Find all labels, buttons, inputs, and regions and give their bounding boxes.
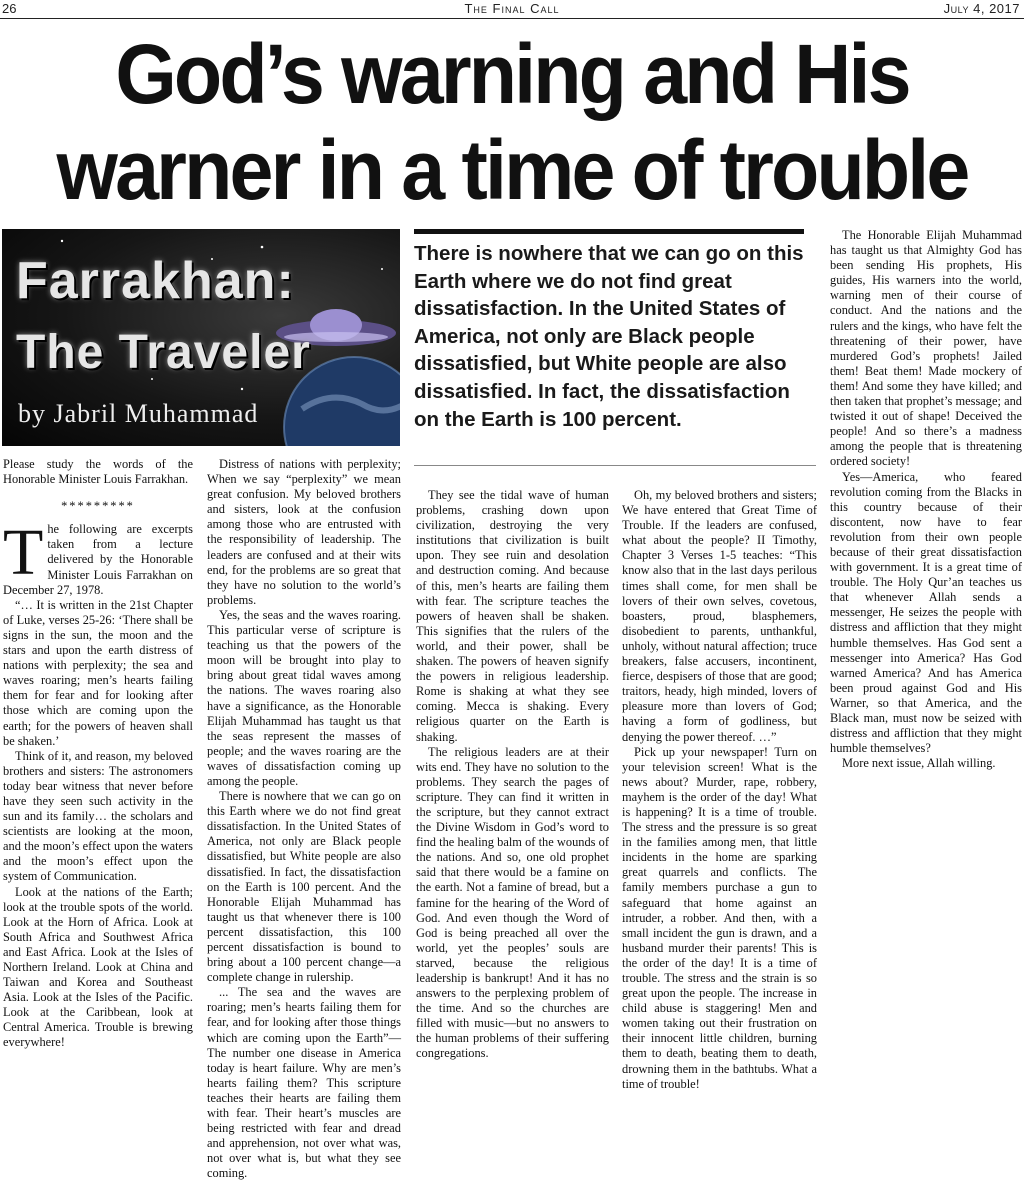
paragraph: There is nowhere that we can go on this Earth where we do not find great dissatisfaction. In the United States of America, not only are Black people dissatisfied, but White people are also dissatisfied. In fact, the dissatisfaction on the Earth is 100 percent. And the Honorable Elijah Muhammad has taught us that whenever there is 100 percent dissatisfaction, this 100 percent dissatisfaction is bound to bring about a 100 percent change—a complete change in rulership. [207, 789, 401, 985]
article-column-1 [3, 457, 193, 1051]
paragraph: Distress of nations with perplexity; When we say “perplexity” we mean great confusion. My beloved brothers and sisters, look at the confusion among those who are entrusted with the responsibility of leadership. The leaders are confused and at their wits end, for the problems are so great that they have no solution to the world’s problems. [207, 457, 401, 607]
paragraph: They see the tidal wave of human problems, crashing down upon civilization, destroying the very institutions that civilization is built upon. They see ruin and desolation and destruction coming. And because of this, men’s hearts are failing them with fear. The scripture teaches the powers of heaven shall be shaken. This signifies that the rulers of the world, and their power, shall be shaken. The powers of heaven signify the powers in religious leadership. Rome is shaking at what they see coming. Mecca is shaking. Every religious quarter on the Earth is shaking. [416, 488, 609, 744]
paragraph: The religious leaders are at their wits end. They have no solution to the problems. They search the pages of scripture. They can find it written in the scripture, but they cannot extract the Divine Wisdom in God’s word to find the healing balm of the wounds of the nations. And so, one old prophet said that there would be a famine on the earth. Not a famine of bread, but a famine for the hearing of the Word of God. And even though the Word of God is being preached all over the world, yet the peoples’ souls are starved, because the religious leadership is bankrupt! And it has no answers to the perplexing problem of the time. And so the churches are filled with music—but no answers to the human problems of their suffering congregations. [416, 744, 609, 1061]
paragraph: “… It is written in the 21st Chapter of Luke, verses 25-26: ‘There shall be signs in the sun, the moon and the stars and upon the earth distress of nations with perplexity; the sea and waves roaring; men’s hearts failing them for fear and for looking after those which are coming upon the earth; for the powers of heaven shall be shaken.’ [3, 597, 193, 748]
pull-quote-rule [414, 465, 816, 466]
paragraph: Look at the nations of the Earth; look at the trouble spots of the world. Look at the Horn of Africa. Look at South Africa and Southwest Africa and East Africa. Look at the Isles of Northern Ireland. Look at China and Taiwan and Korea and Southeast Asia. Look at the Isles of the Pacific. Look at the Caribbean, look at Central America. Trouble is brewing everywhere! [3, 884, 193, 1050]
paragraph: Oh, my beloved brothers and sisters; We have entered that Great Time of Trouble. If the leaders are confused, what about the people? II Timothy, Chapter 3 Verses 1-5 teaches: “This know also that in the last days perilous times shall come, for men shall be lovers of their own selves, covetous, boasters, proud, blasphemers, disobedient to parents, unthankful, unholy, without natural affection; truce breakers, false accusers, incontinent, fierce, despisers of those that are good; traitors, heady, high minded, lovers of pleasure more than lovers of God; having a form of godliness, but denying the power thereof. …” [622, 488, 817, 744]
headline-line-2: warner in a time of trouble [56, 123, 968, 217]
publication-name: The Final Call [464, 1, 560, 16]
continued-note: More next issue, Allah willing. [842, 756, 996, 771]
section-separator: ********* [61, 499, 135, 514]
headline [31, 26, 994, 218]
intro-note: Please study the words of the Honorable Minister Louis Farrakhan. [3, 457, 193, 487]
article-column-2 [207, 457, 401, 1182]
paragraph: The Honorable Elijah Muhammad has taught us that Almighty God has been sending His prophets, His guides, His warners into the world, warning men of their course of conduct. And the nations and the rulers and the kings, who have felt the threatening of their power, have murdered God’s prophets! Jailed them! Beat them! Made mockery of them! And some they have killed; and then taken that prophet’s message; and twisted it out of shape! Deceived the people! And so there’s a madness among the people that is threatening ordered society! [830, 228, 1022, 469]
banner-title-line-2: The Traveler [16, 326, 311, 379]
article-column-5 [830, 228, 1022, 771]
banner-title-line-1: Farrakhan: [16, 252, 295, 310]
paragraph: Yes, the seas and the waves roaring. This particular verse of scripture is teaching us that the powers of the moon will be brought into play to bring about great tidal waves among the nations. The waves roaring also have a significance, as the Honorable Elijah Muhammad has taught us that the seas represent the masses of people; and the waves roaring are the waves of dissatisfaction coming up among the people. [207, 607, 401, 788]
issue-date: July 4, 2017 [943, 1, 1020, 16]
article-column-3 [416, 488, 609, 1062]
opening-text: he following are excerpts taken from a lecture delivered by the Honorable Minister Louis Farrakhan on December 27, 1978. [3, 522, 193, 597]
headline-line-1: God’s warning and His [115, 27, 909, 121]
paragraph: Think of it, and reason, my beloved brothers and sisters: The astronomers today bear witness that never before have they seen such activity in the sun and its family… the scholars and scientists are looking at the moon, and the moon’s effect upon the waters and the moon’s effect upon the system of Communication. [3, 748, 193, 884]
article-column-4 [622, 488, 817, 1092]
opening-paragraph [3, 516, 193, 597]
drop-cap: T [3, 516, 44, 590]
pull-quote: There is nowhere that we can go on this Earth where we do not find great dissatisfaction. In the United States of America, not only are Black people dissatisfied, but White people are also dissatisfied. In fact, the dissatisfaction on the Earth is 100 percent. [414, 229, 804, 433]
paragraph: Pick up your newspaper! Turn on your television screen! What is the news about? Murder, rape, robbery, mayhem is the order of the day! What is happening? It is a time of trouble. The stress and the pressure is so great in the families among men, that little incidents in the home are sparking great quarrels and conflicts. The family members purchase a gun to safeguard that home against an intruder, a robber. And then, with a small incident the gun is drawn, and a husband murder their parents! This is the order of the day! It is a time of trouble. The stress and the strain is so great upon the people. The increase in child abuse is staggering! Men and women taking out their frustration on their innocent little children, burning them to death, beating them to death, drowning them in the bathtubs. What a time of trouble! [622, 744, 817, 1091]
column-banner-image [2, 229, 400, 446]
page-folio [0, 0, 1024, 19]
paragraph: Yes—America, who feared revolution coming from the Blacks in this country because of their discontent, now have to fear revolution from their own people because of their great dissatisfaction with government. It is a great time of trouble. The Holy Qur’an teaches us that whenever Allah sends a messenger, He seizes the people with distress and affliction that they might humble themselves. Has God sent a messenger into America? Has God warned America? And has America been proud against God and His Warner, so that America, and the Black man, must now be seized with distress and affliction that they might humble themselves? [830, 469, 1022, 756]
paragraph: ... The sea and the waves are roaring; men’s hearts failing them for fear, and for looking after those things which are coming upon the Earth”—The number one disease in America today is heart failure. Why are men’s hearts failing them? This scripture teaches their hearts are failing them with fear. Their heart’s muscles are being restricted with fear and dread and apprehension, not over what was, not over what is, but what they see coming. [207, 985, 401, 1181]
banner-byline: by Jabril Muhammad [18, 399, 259, 428]
page-number: 26 [2, 1, 17, 16]
